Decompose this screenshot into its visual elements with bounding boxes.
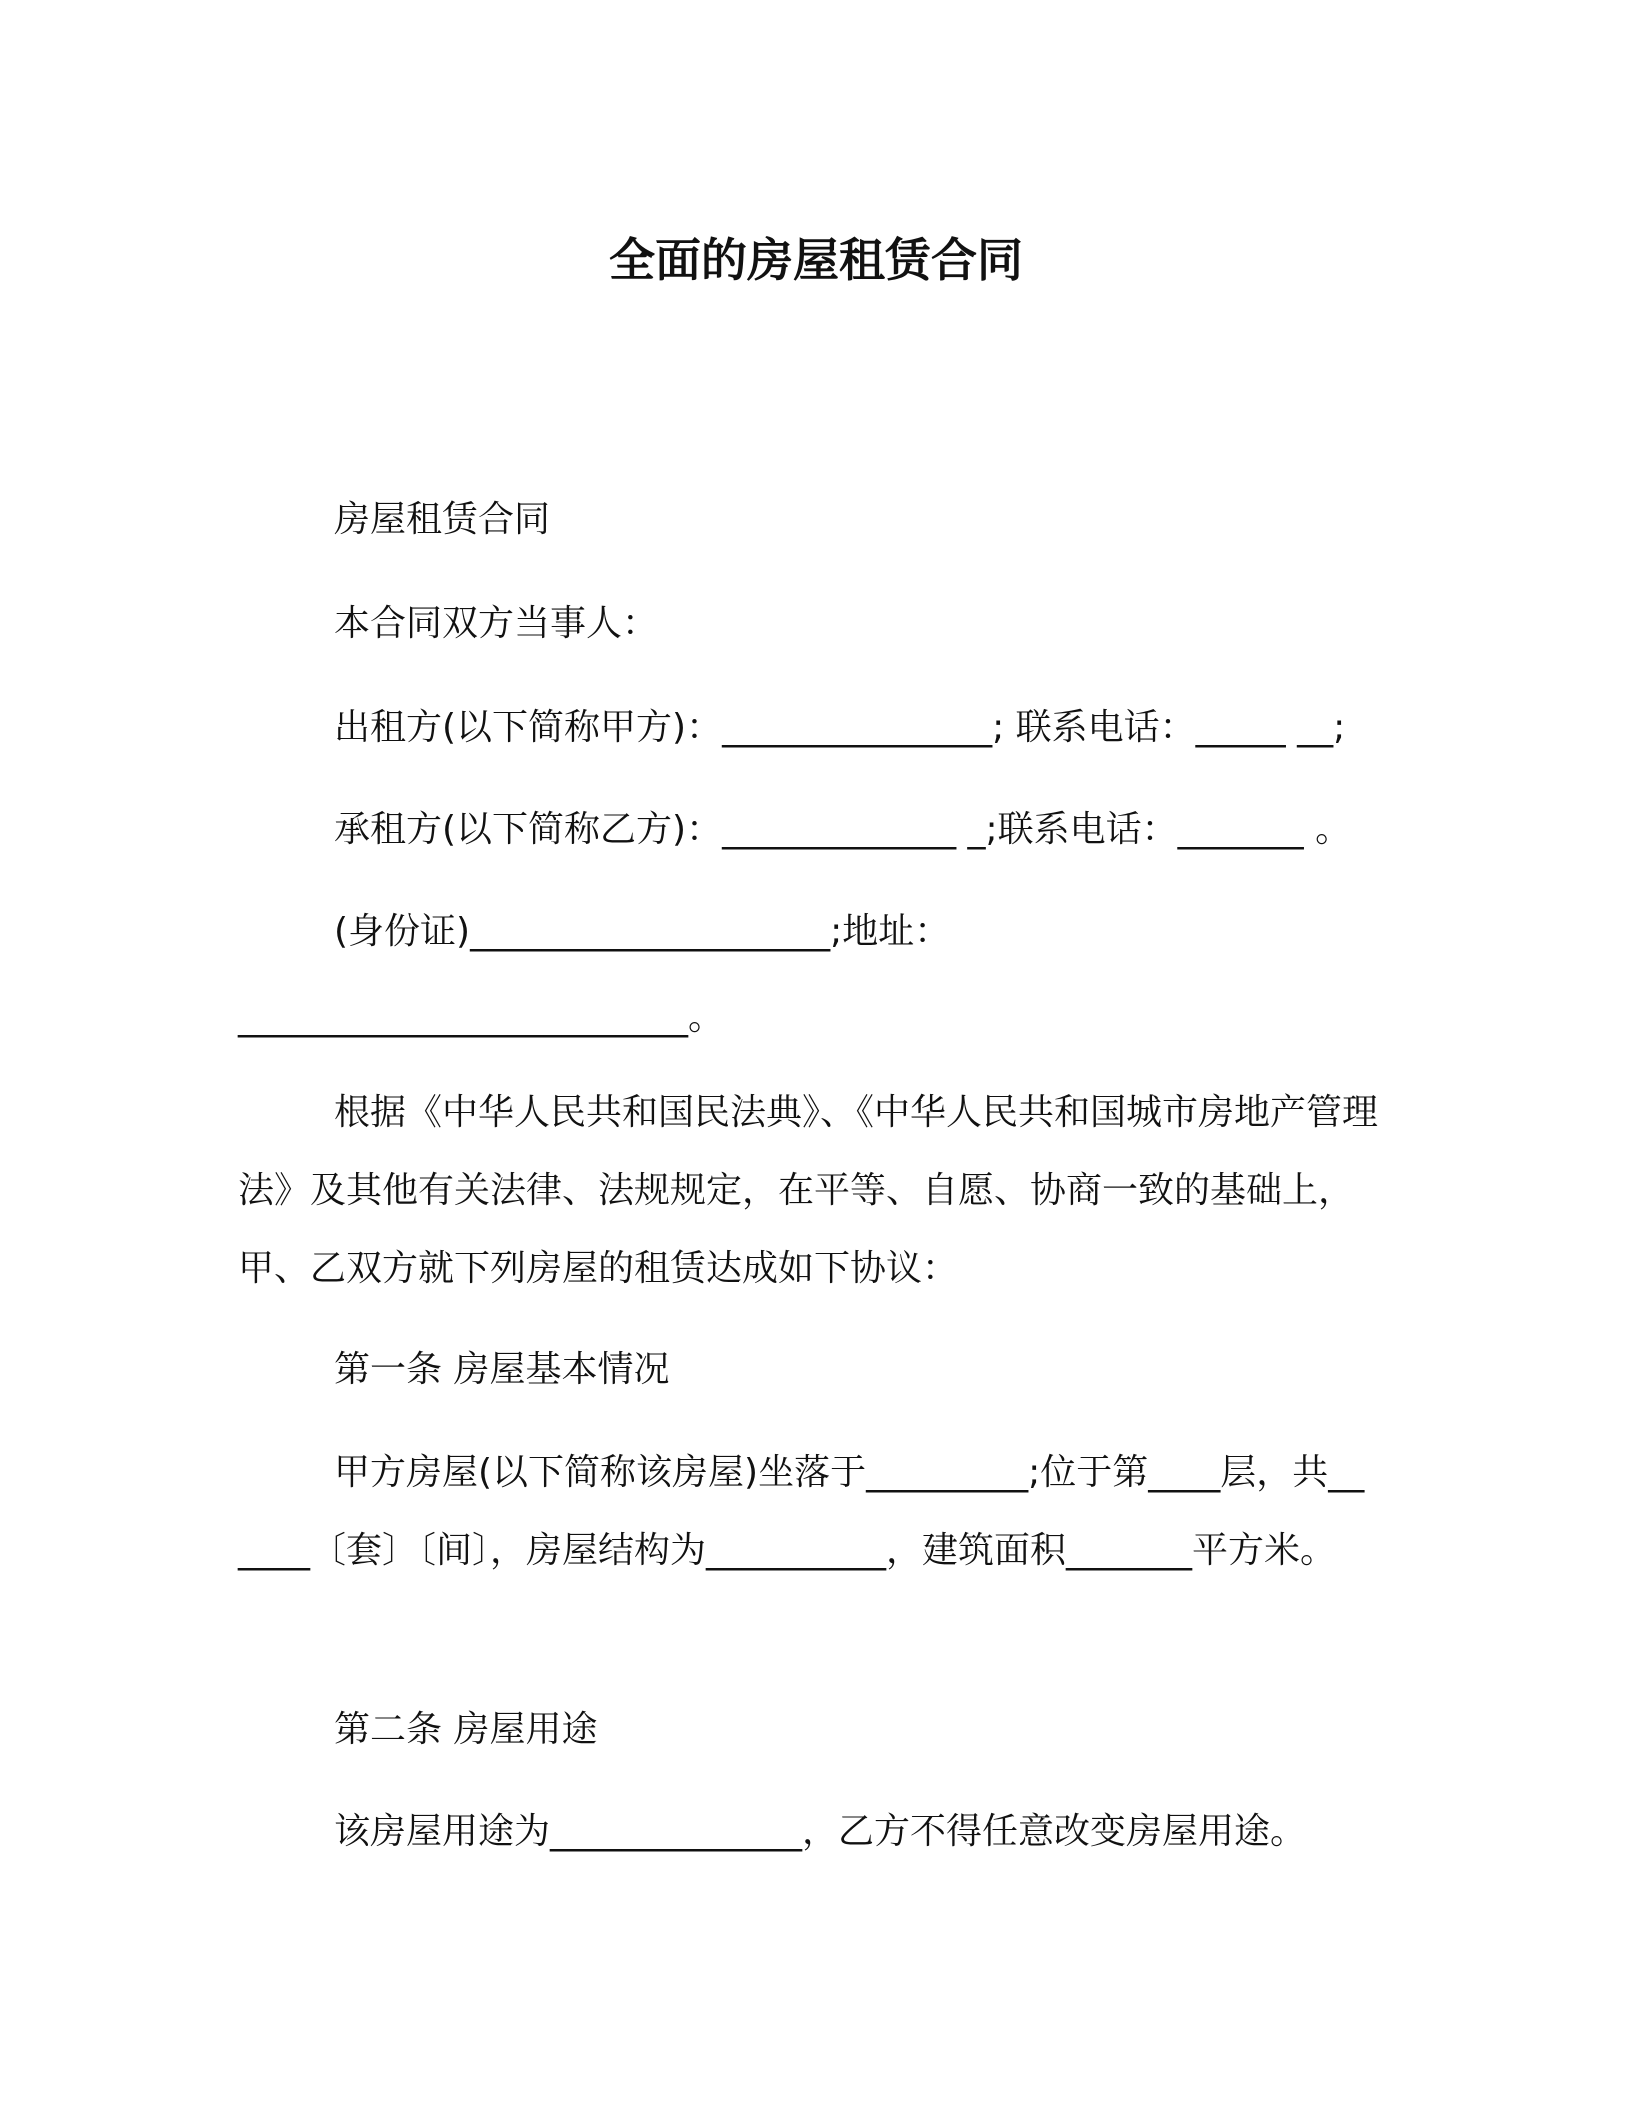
article1-body: 甲方房屋(以下简称该房屋)坐落于_________;位于第____层，共______〔套〕〔间〕，房屋结构为__________，建筑面积_______平方米。 (238, 1452, 1365, 1571)
article2-heading: 第二条 房屋用途 (334, 1709, 598, 1750)
document-title: 全面的房屋租赁合同 (609, 233, 1023, 287)
lessor-line: 出租方(以下简称甲方)：_______________; 联系电话：_____ __; (334, 707, 1346, 748)
lessee-line: 承租方(以下简称乙方)：_____________ _;联系电话：_______ 。 (334, 809, 1352, 850)
id-address-line: (身份证)____________________;地址： (334, 911, 951, 952)
article1-heading: 第一条 房屋基本情况 (334, 1349, 670, 1390)
parties-intro: 本合同双方当事人： (334, 603, 659, 644)
address-blank-line: _________________________。 (238, 997, 724, 1038)
legal-basis-paragraph: 根据《中华人民共和国民法典》、《中华人民共和国城市房地产管理法》及其他有关法律、法规规定，在平等、自愿、协商一致的基础上，甲、乙双方就下列房屋的租赁达成如下协议： (238, 1092, 1379, 1289)
contract-subtitle: 房屋租赁合同 (334, 499, 551, 540)
article2-body: 该房屋用途为______________，乙方不得任意改变房屋用途。 (334, 1811, 1307, 1852)
